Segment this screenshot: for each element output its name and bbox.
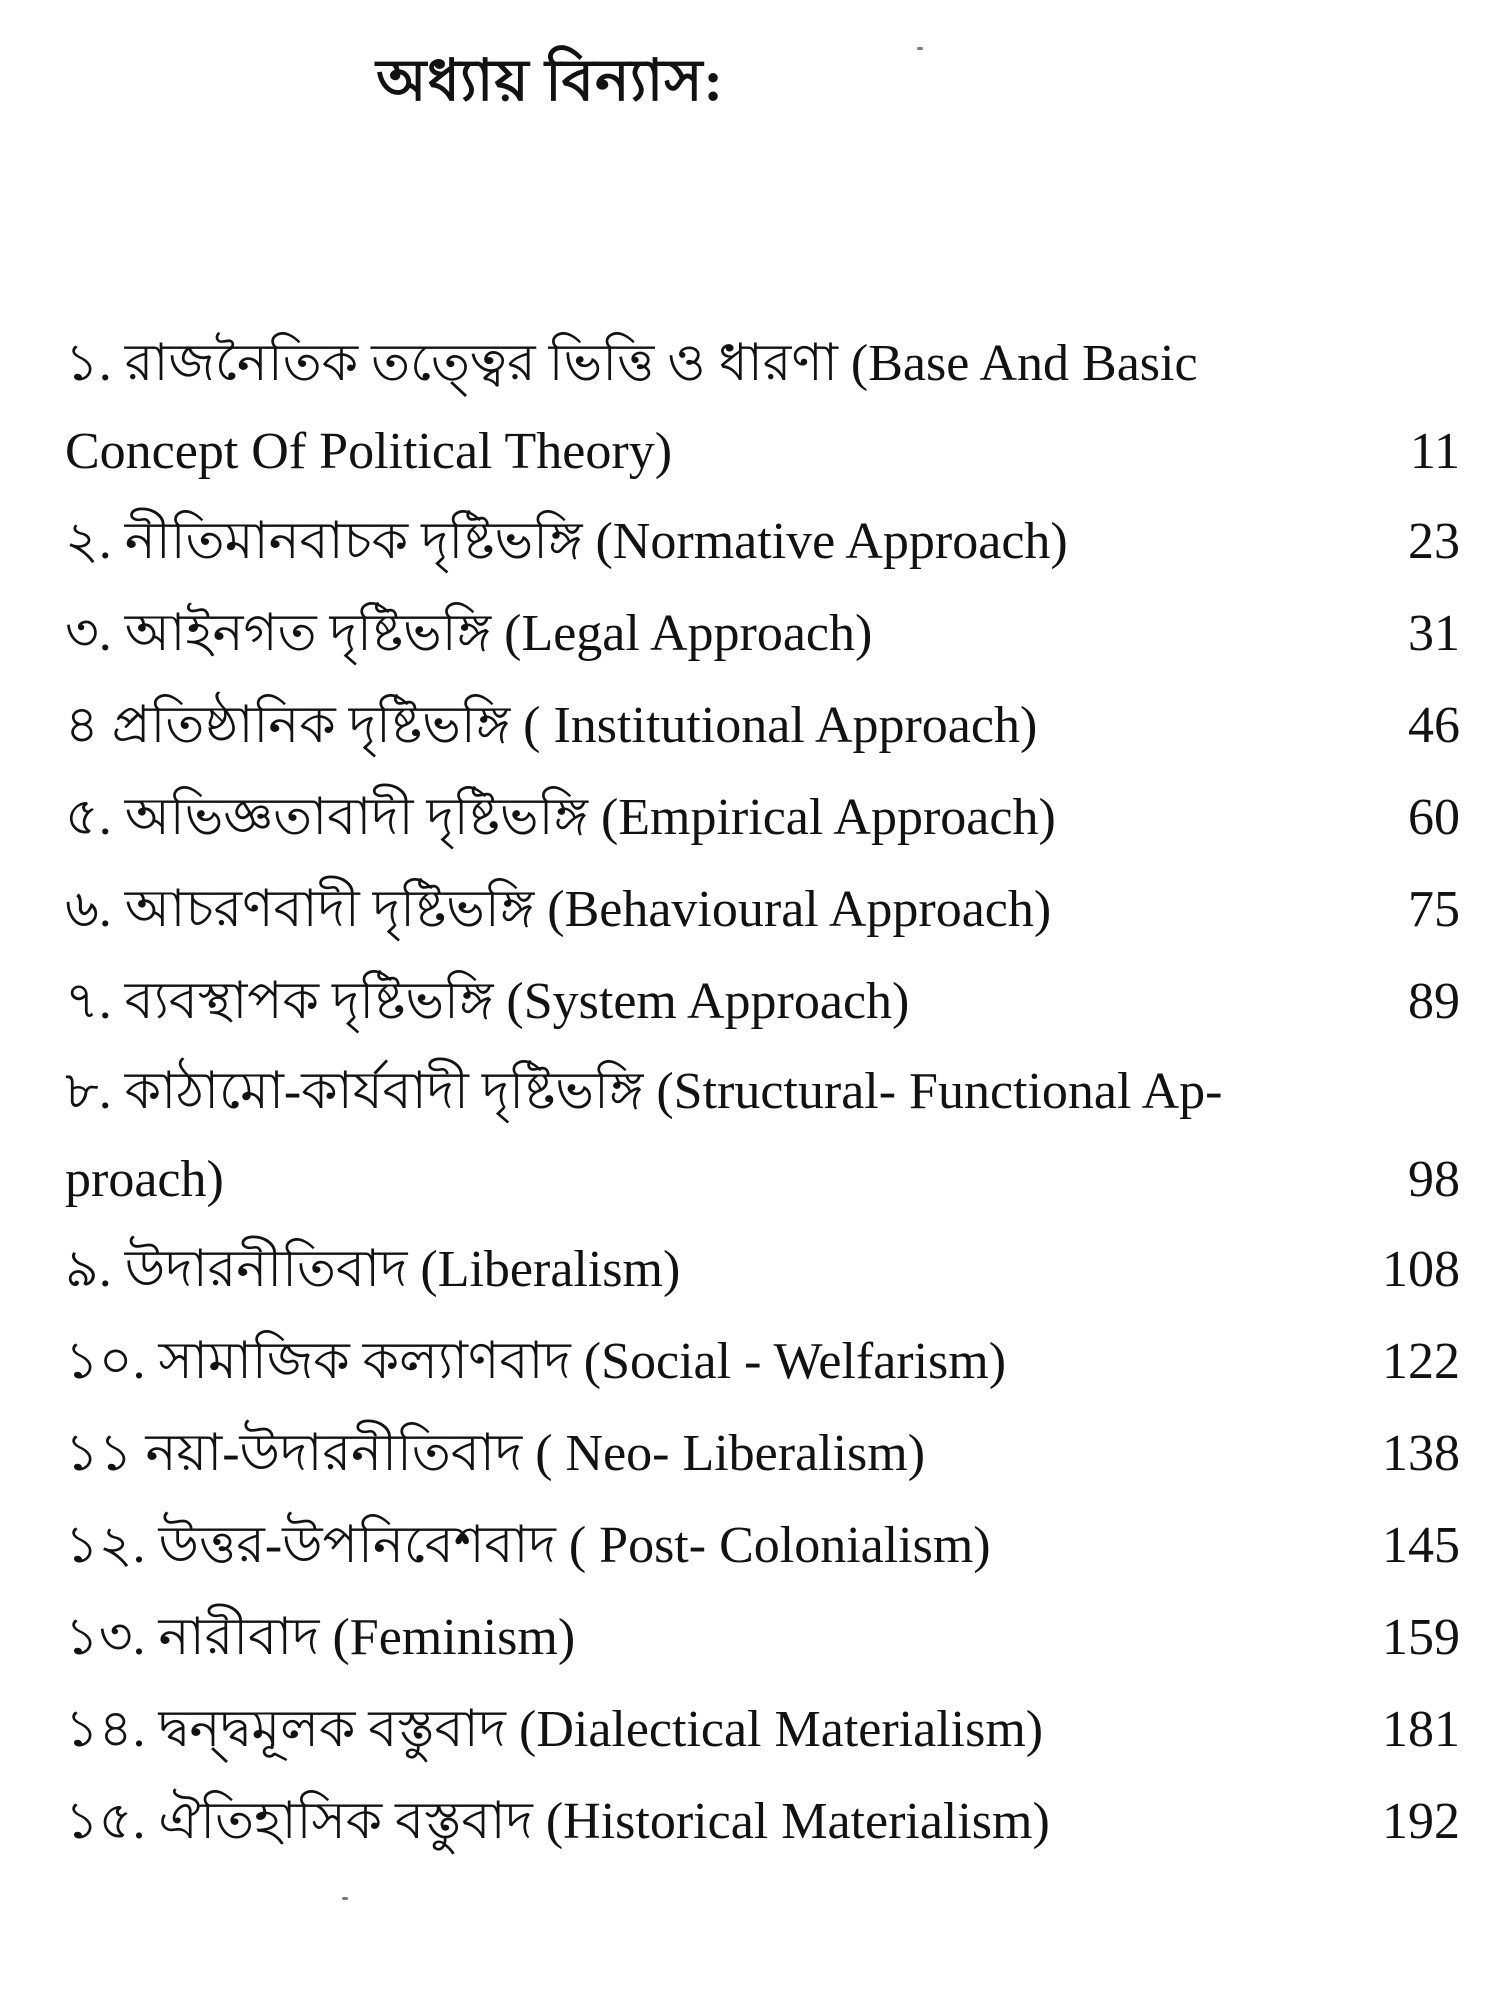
- print-speck: [917, 47, 923, 50]
- toc-entry-title: ৫. অভিজ্ঞতাবাদী দৃষ্টিভঙ্গি (Empirical Approach): [65, 789, 1056, 846]
- toc-entry: [65, 1500, 1460, 1592]
- toc-entry: [65, 680, 1460, 772]
- toc-entry: [65, 1776, 1460, 1868]
- toc-entry-page: 98: [1408, 1151, 1460, 1208]
- toc-entry: [65, 496, 1460, 588]
- toc-entry: [65, 320, 1460, 496]
- toc-entry-page: 11: [1409, 423, 1460, 480]
- toc-entry-title: ১. রাজনৈতিক তত্ত্বের ভিত্তি ও ধারণা (Base And Basic Concept Of Political Theory): [65, 335, 1198, 480]
- toc-entry-page: 108: [1382, 1241, 1460, 1298]
- table-of-contents: [65, 320, 1460, 1868]
- toc-entry-title: ১৫. ঐতিহাসিক বস্তুবাদ (Historical Materialism): [65, 1793, 1050, 1850]
- toc-entry-title: ১১ নয়া-উদারনীতিবাদ ( Neo- Liberalism): [65, 1425, 926, 1482]
- toc-entry-title: ৬. আচরণবাদী দৃষ্টিভঙ্গি (Behavioural Approach): [65, 881, 1052, 938]
- toc-entry: [65, 956, 1460, 1048]
- toc-entry-title: ১৪. দ্বন্দ্বমূলক বস্তুবাদ (Dialectical Materialism): [65, 1701, 1044, 1758]
- toc-entry-title: ১৩. নারীবাদ (Feminism): [65, 1609, 576, 1666]
- toc-entry-title: ১০. সামাজিক কল্যাণবাদ (Social - Welfarism): [65, 1333, 1007, 1390]
- toc-entry-title: ৪ প্রতিষ্ঠানিক দৃষ্টিভঙ্গি ( Institutional Approach): [65, 697, 1038, 754]
- toc-entry: [65, 1316, 1460, 1408]
- toc-entry: [65, 1408, 1460, 1500]
- toc-entry-page: 122: [1382, 1333, 1460, 1390]
- toc-entry-page: 31: [1408, 605, 1460, 662]
- print-speck: [342, 1897, 348, 1900]
- toc-entry: [65, 1684, 1460, 1776]
- toc-entry: [65, 1592, 1460, 1684]
- toc-entry-page: 145: [1382, 1517, 1460, 1574]
- toc-entry-page: 138: [1382, 1425, 1460, 1482]
- toc-entry-title: ৩. আইনগত দৃষ্টিভঙ্গি (Legal Approach): [65, 605, 873, 662]
- toc-entry-title: ৯. উদারনীতিবাদ (Liberalism): [65, 1241, 681, 1298]
- toc-entry-page: 192: [1382, 1793, 1460, 1850]
- toc-entry-page: 75: [1408, 881, 1460, 938]
- toc-entry-page: 23: [1408, 513, 1460, 570]
- toc-entry-page: 159: [1382, 1609, 1460, 1666]
- toc-entry-page: 181: [1382, 1701, 1460, 1758]
- toc-entry-page: 46: [1408, 697, 1460, 754]
- toc-entry: [65, 864, 1460, 956]
- toc-entry-page: 89: [1408, 973, 1460, 1030]
- toc-entry: [65, 588, 1460, 680]
- toc-entry-title: ১২. উত্তর-উপনিবেশবাদ ( Post- Colonialism): [65, 1517, 991, 1574]
- toc-entry-title: ২. নীতিমানবাচক দৃষ্টিভঙ্গি (Normative Approach): [65, 513, 1068, 570]
- toc-entry-title: ৭. ব্যবস্থাপক দৃষ্টিভঙ্গি (System Approach): [65, 973, 910, 1030]
- toc-entry-title: ৮. কাঠামো-কার্যবাদী দৃষ্টিভঙ্গি (Structural- Functional Ap-proach): [65, 1063, 1223, 1208]
- page-title: অধ্যায় বিন্যাস:: [376, 48, 724, 113]
- toc-entry: [65, 772, 1460, 864]
- toc-entry-page: 60: [1408, 789, 1460, 846]
- toc-entry: [65, 1048, 1460, 1224]
- toc-entry: [65, 1224, 1460, 1316]
